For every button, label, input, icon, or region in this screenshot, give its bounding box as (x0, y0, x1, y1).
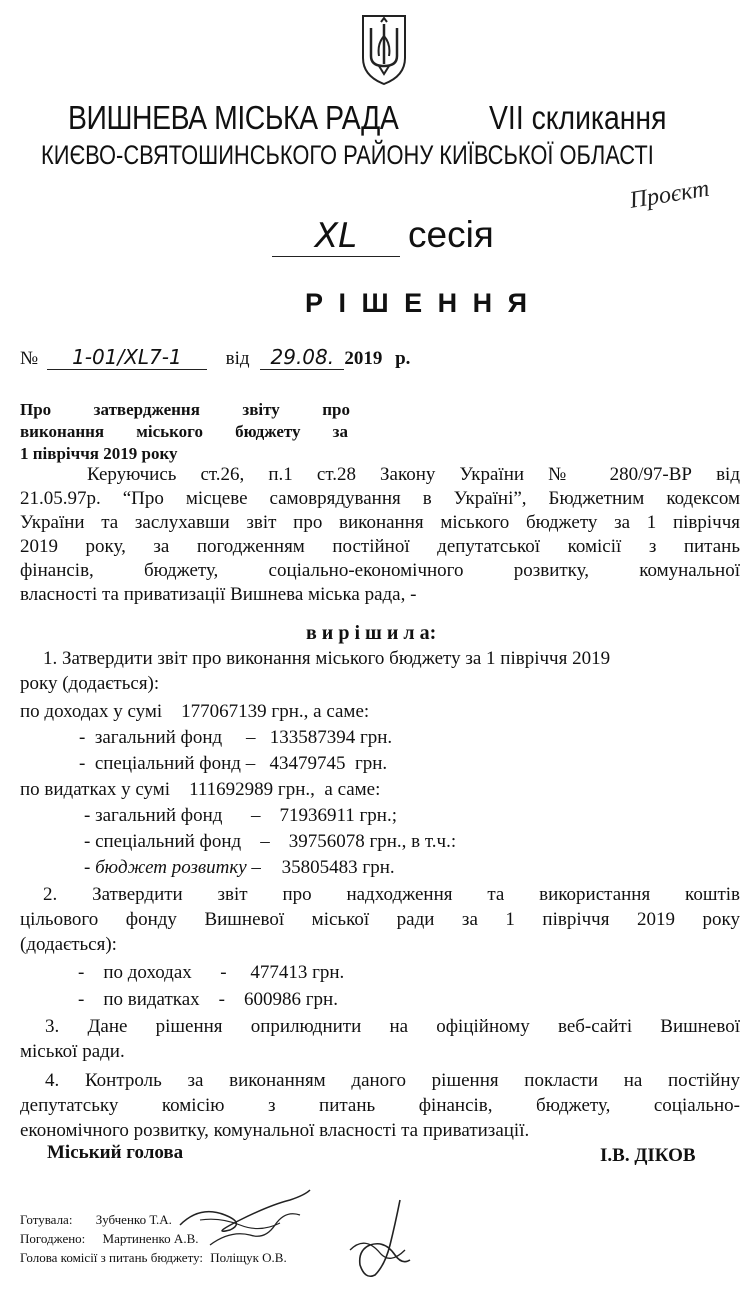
subject-line-3: 1 півріччя 2019 року (20, 444, 178, 463)
preamble-line: фінансів, бюджету, соціально-економічного розвитку, комунальної (20, 560, 740, 581)
session-line (272, 214, 494, 257)
approval-role: Голова комісії з питань бюджету: (20, 1250, 204, 1265)
development-budget-value: 35805483 грн. (281, 857, 395, 878)
item-1-line-2: року (додається): (20, 673, 160, 694)
decision-title: Р І Ш Е Н Н Я (305, 288, 532, 318)
subject-word: міського (136, 422, 203, 441)
subject-line-2 (20, 421, 348, 443)
subject-word: затвердження (93, 400, 200, 419)
development-budget-label: - бюджет розвитку – (84, 857, 261, 878)
revenue-special-fund: - спеціальний фонд – 43479745 грн. (79, 753, 388, 774)
approval-prepared (20, 1212, 172, 1228)
approval-name: Мартиненко А.В. (102, 1231, 199, 1246)
item-4-line-3: економічного розвитку, комунальної власності та приватизації. (20, 1120, 530, 1141)
subject-block (20, 399, 350, 465)
decision-date: 29.08. (260, 345, 344, 370)
fund-income: - по доходах - 477413 грн. (78, 962, 345, 983)
expense-total: по видатках у сумі 111692989 грн., а саме: (20, 779, 381, 800)
revenue-total: по доходах у сумі 177067139 грн., а саме: (20, 701, 370, 722)
preamble-line: Керуючись ст.26, п.1 ст.28 Закону України № 280/97-ВР від (87, 464, 740, 485)
revenue-general-fund: - загальний фонд – 133587394 грн. (79, 727, 393, 748)
item-3-line-1: 3. Дане рішення оприлюднити на офіційному веб-сайті Вишневої (45, 1016, 740, 1037)
subject-word: звіту (242, 400, 280, 419)
council-title: ВИШНЕВА МІСЬКА РАДА (68, 99, 399, 136)
preamble-line: України та заслухавши звіт про виконання міського бюджету за 1 півріччя (20, 512, 740, 533)
preamble-line: власності та приватизації Вишнева міська рада, - (20, 584, 417, 605)
subject-word: Про (20, 400, 52, 419)
session-number: XL (272, 216, 400, 257)
approval-role: Погоджено: (20, 1231, 86, 1246)
session-label: сесія (408, 214, 494, 255)
district-title: КИЄВО-СВЯТОШИНСЬКОГО РАЙОНУ КИЇВСЬКОЇ ОБЛАСТІ (41, 140, 654, 170)
mayor-name: І.В. ДІКОВ (600, 1145, 696, 1166)
item-2-line-1: 2. Затвердити звіт про надходження та використання коштів (43, 884, 740, 905)
item-2-line-3: (додається): (20, 934, 117, 955)
draft-mark: Проєкт (627, 175, 712, 214)
subject-line-1 (20, 399, 350, 421)
mayor-position: Міський голова (47, 1142, 184, 1163)
item-1-line-1: 1. Затвердити звіт про виконання міського бюджету за 1 півріччя 2019 (43, 648, 611, 669)
development-budget (84, 857, 395, 879)
preamble (20, 463, 740, 607)
item-3-line-2: міської ради. (20, 1041, 125, 1062)
year-suffix: р. (395, 348, 411, 369)
preamble-line: 21.05.97р. “Про місцеве самоврядування в Україні”, Бюджетним кодексом (20, 488, 740, 509)
date-prefix: від (225, 348, 250, 369)
subject-word: за (332, 422, 348, 441)
signature-icon (340, 1195, 420, 1285)
expense-special-fund: - спеціальний фонд – 39756078 грн., в т.ч.: (84, 831, 457, 852)
decision-year: 2019 (344, 348, 383, 369)
convocation: VII скликання (489, 99, 667, 136)
resolved-heading: в и р і ш и л а: (306, 622, 437, 644)
preamble-line: 2019 року, за погодженням постійної депутатської комісії з питань (20, 536, 740, 557)
item-4-line-2: депутатську комісію з питань фінансів, бюджету, соціально- (20, 1095, 740, 1116)
subject-word: про (322, 400, 350, 419)
decision-number-line (20, 345, 410, 370)
expense-general-fund: - загальний фонд – 71936911 грн.; (84, 805, 397, 826)
number-prefix: № (20, 348, 39, 369)
item-2-line-2: цільового фонду Вишневої міської ради за 1 півріччя 2019 року (20, 909, 740, 930)
subject-word: виконання (20, 422, 105, 441)
item-4-line-1: 4. Контроль за виконанням даного рішення покласти на постійну (45, 1070, 740, 1091)
approval-name: Зубченко Т.А. (95, 1212, 172, 1227)
coat-of-arms-icon (359, 14, 409, 86)
approval-name: Поліщук О.В. (210, 1250, 287, 1265)
decision-number: 1-01/XL7-1 (47, 345, 207, 370)
fund-expense: - по видатках - 600986 грн. (78, 989, 338, 1010)
signature-icon (170, 1185, 320, 1255)
approval-role: Готувала: (20, 1212, 73, 1227)
subject-word: бюджету (235, 422, 301, 441)
